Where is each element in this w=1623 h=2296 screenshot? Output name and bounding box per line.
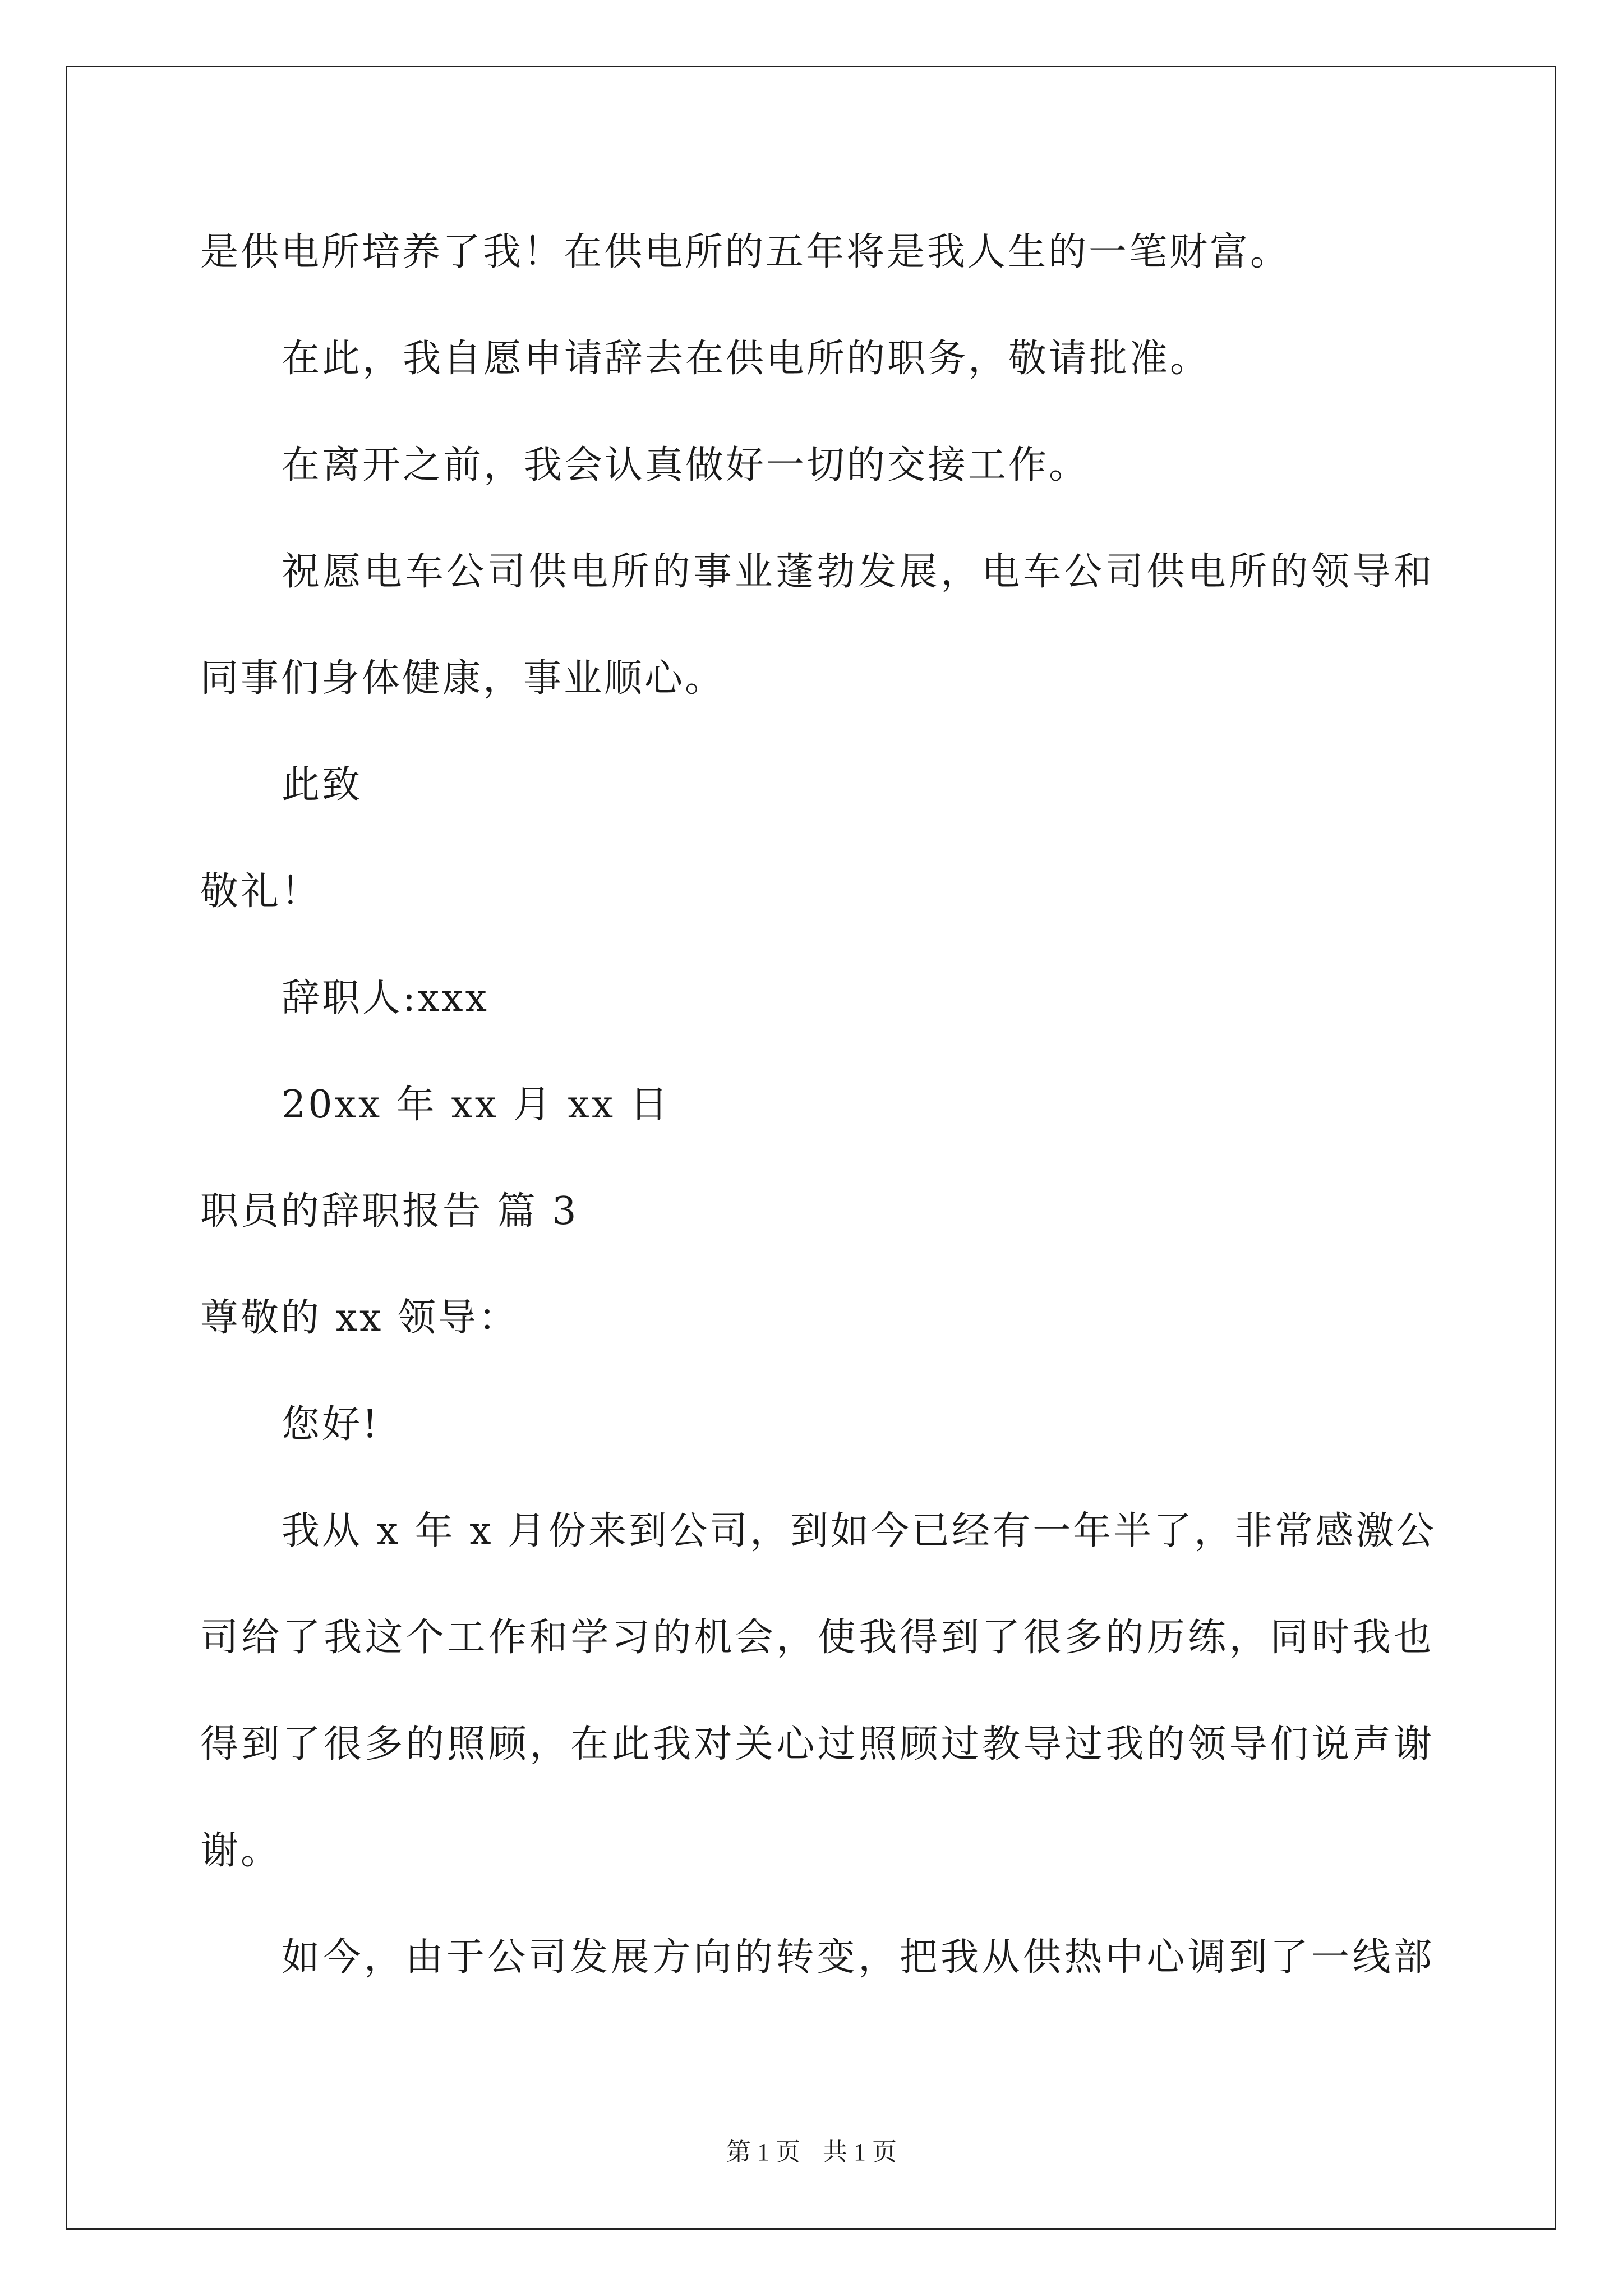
section-heading: 职员的辞职报告 篇 3: [200, 1189, 579, 1234]
paragraph-line: 谢。: [200, 1829, 282, 1873]
page-footer: [0, 2132, 1623, 2168]
paragraph-line: 司给了我这个工作和学习的机会，使我得到了很多的历练，同时我也: [200, 1616, 1434, 1660]
paragraph-line: 我从 x 年 x 月份来到公司，到如今已经有一年半了，非常感激公: [282, 1509, 1437, 1553]
date-line: 20xx 年 xx 月 xx 日: [282, 1083, 670, 1127]
paragraph-line: 在此，我自愿申请辞去在供电所的职务，敬请批准。: [282, 337, 1211, 381]
paragraph-line: 如今，由于公司发展方向的转变，把我从供热中心调到了一线部: [282, 1935, 1434, 1980]
paragraph-line: 在离开之前，我会认真做好一切的交接工作。: [282, 443, 1090, 487]
salutation-regards: 敬礼！: [200, 869, 322, 914]
paragraph-line: 同事们身体健康，事业顺心。: [200, 656, 726, 701]
greeting-line: 您好!: [282, 1402, 380, 1447]
paragraph-line: 是供电所培养了我！在供电所的五年将是我人生的一笔财富。: [200, 230, 1291, 274]
document-body: [200, 199, 1437, 2011]
signature-line: 辞职人:xxx: [282, 976, 489, 1020]
letter-recipient: 尊敬的 xx 领导：: [200, 1296, 519, 1340]
salutation-closing: 此致: [282, 763, 363, 807]
paragraph-line: 得到了很多的照顾，在此我对关心过照顾过教导过我的领导们说声谢: [200, 1722, 1434, 1766]
paragraph-line: 祝愿电车公司供电所的事业蓬勃发展，电车公司供电所的领导和: [282, 550, 1434, 594]
page-total: 共 1 页: [823, 2138, 897, 2166]
page-number: 第 1 页: [726, 2138, 800, 2166]
